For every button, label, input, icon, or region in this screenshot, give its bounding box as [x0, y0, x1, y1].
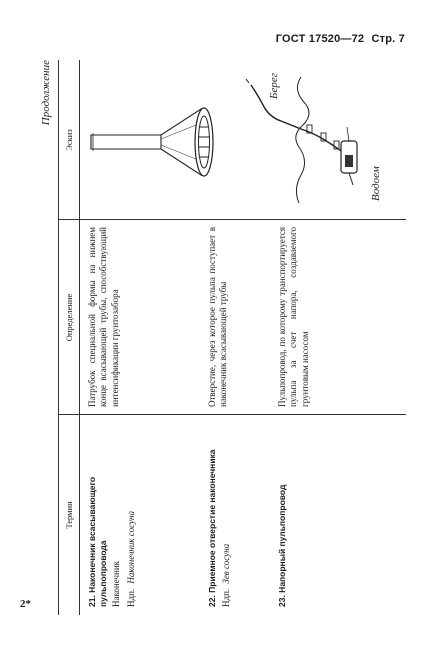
- table-row-term: [87, 422, 137, 607]
- page-number: Стр. 7: [371, 33, 405, 45]
- shore-label: Берег: [268, 72, 280, 99]
- column-divider: [59, 219, 406, 220]
- table-row-definition: Отверстие, через которое пульпа поступает в наконечник всасывающей трубы: [207, 227, 229, 407]
- nozzle-sketch: [83, 62, 223, 217]
- table-row-term: [207, 422, 232, 607]
- water-label: Водоем: [370, 166, 382, 201]
- table-row-term: [277, 422, 288, 607]
- table-row-definition: Пульпопровод, по которому транспортируется пульпа за счет напора, создаваемого грунтовым насосом: [277, 227, 310, 407]
- rotated-table-area: [40, 60, 405, 615]
- term-deprecated: Ндп. Наконечник сосуна: [125, 511, 136, 607]
- signature-mark: 2*: [20, 598, 31, 610]
- pipeline-sketch: [229, 62, 404, 217]
- standard-number: ГОСТ 17520—72: [275, 33, 365, 45]
- column-header-sketch: Эскиз: [64, 129, 74, 151]
- term-title: 21. Наконечник всасывающего пульпопровода: [87, 476, 108, 607]
- table-header-row: [59, 60, 80, 615]
- column-divider: [59, 414, 406, 415]
- term-deprecated: Ндп. Зев сосуна: [220, 543, 231, 607]
- continuation-label: Продолжение: [40, 60, 52, 126]
- term-title: 22. Приемное отверстие наконечника: [207, 449, 217, 607]
- term-synonym: Наконечник: [111, 560, 122, 607]
- term-title: 23. Напорный пульпопровод: [277, 484, 287, 607]
- terms-table: [58, 60, 406, 615]
- column-header-definition: Определение: [64, 293, 74, 342]
- page-header: [276, 33, 405, 45]
- column-header-term: Термин: [64, 501, 74, 529]
- table-row-definition: Патрубок специальной формы на нижнем конце всасывающей трубы, способствующий интенсификации грунтозабора: [87, 227, 120, 407]
